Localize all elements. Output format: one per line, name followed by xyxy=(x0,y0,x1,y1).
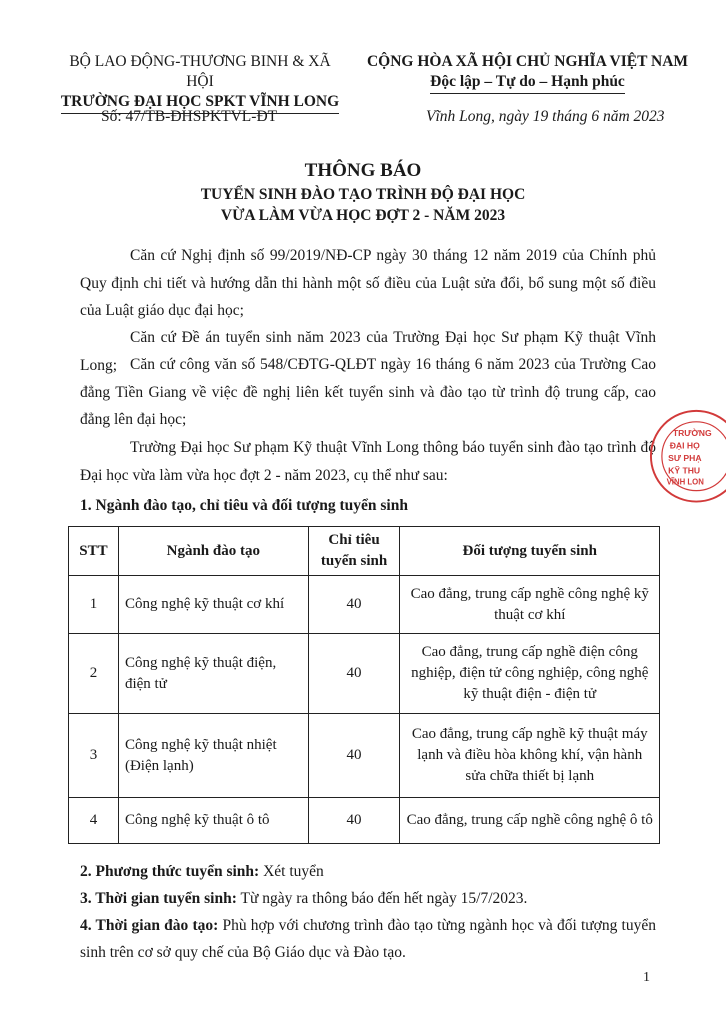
cell-stt: 2 xyxy=(69,634,119,714)
cell-major: Công nghệ kỹ thuật cơ khí xyxy=(118,576,308,634)
national-heading xyxy=(365,52,690,94)
cell-quota: 40 xyxy=(308,634,400,714)
stamp-line: TRƯỜNG xyxy=(672,427,712,438)
section-3 xyxy=(80,885,656,912)
cell-major: Công nghệ kỹ thuật nhiệt (Điện lạnh) xyxy=(118,714,308,798)
section-3-label: 3. Thời gian tuyển sinh: xyxy=(80,890,237,907)
cell-major: Công nghệ kỹ thuật ô tô xyxy=(118,798,308,844)
table-row xyxy=(69,576,660,634)
document-number: Số: 47/TB-ĐHSPKTVL-ĐT xyxy=(101,108,278,125)
table-row xyxy=(69,634,660,714)
cell-quota: 40 xyxy=(308,798,400,844)
cell-quota: 40 xyxy=(308,576,400,634)
cell-target: Cao đẳng, trung cấp nghề công nghệ ô tô xyxy=(400,798,660,844)
header-target: Đối tượng tuyển sinh xyxy=(400,527,660,576)
section-4-label: 4. Thời gian đào tạo: xyxy=(80,917,219,934)
stamp-line: SƯ PHẠ xyxy=(668,452,702,463)
cell-major: Công nghệ kỹ thuật điện, điện tử xyxy=(118,634,308,714)
ministry-name: BỘ LAO ĐỘNG-THƯƠNG BINH & XÃ HỘI xyxy=(69,53,331,90)
table-row xyxy=(69,798,660,844)
cell-target: Cao đẳng, trung cấp nghề điện công nghiệp, điện tử công nghiệp, công nghệ kỹ thuật điện - điện tử xyxy=(400,634,660,714)
notice-title: THÔNG BÁO xyxy=(304,160,422,181)
cell-stt: 3 xyxy=(69,714,119,798)
section-1-heading: 1. Ngành đào tạo, chỉ tiêu và đối tượng tuyển sinh xyxy=(80,497,408,514)
paragraph-official-letter: Căn cứ công văn số 548/CĐTG-QLĐT ngày 16 tháng 6 năm 2023 của Trường Cao đẳng Tiền Giang về việc đề nghị liên kết tuyển sinh và đào tạo từ trình độ trung cấp, cao đẳng lên đại học; xyxy=(80,356,656,428)
section-2-text: Xét tuyển xyxy=(259,863,324,880)
table-row xyxy=(69,714,660,798)
stamp-line: ĐẠI HỌ xyxy=(669,440,700,451)
country-name: CỘNG HÒA XÃ HỘI CHỦ NGHĨA VIỆT NAM xyxy=(366,53,689,70)
notice-subtitle xyxy=(0,184,726,226)
header-quota: Chỉ tiêu tuyển sinh xyxy=(308,527,400,576)
cell-stt: 1 xyxy=(69,576,119,634)
header-major: Ngành đào tạo xyxy=(118,527,308,576)
table-header-row xyxy=(69,527,660,576)
cell-quota: 40 xyxy=(308,714,400,798)
section-4-text: Phù hợp với chương trình đào tạo từng ngành học và đối tượng tuyển sinh trên cơ sở quy chế của Bộ Giáo dục và Đào tạo. xyxy=(80,917,656,961)
subtitle-line-1: TUYỂN SINH ĐÀO TẠO TRÌNH ĐỘ ĐẠI HỌC xyxy=(200,186,526,203)
paragraph-announcement: Trường Đại học Sư phạm Kỹ thuật Vĩnh Long thông báo tuyển sinh đào tạo trình độ Đại học vừa làm vừa học đợt 2 - năm 2023, cụ thể như sau: xyxy=(80,439,656,484)
issuing-authority xyxy=(55,52,345,114)
page-number: 1 xyxy=(643,970,650,985)
section-4 xyxy=(80,912,656,966)
section-3-text: Từ ngày ra thông báo đến hết ngày 15/7/2023. xyxy=(236,890,528,907)
motto: Độc lập – Tự do – Hạnh phúc xyxy=(430,72,625,94)
official-stamp xyxy=(640,392,726,522)
stamp-line: KỸ THU xyxy=(668,465,701,476)
place-date: Vĩnh Long, ngày 19 tháng 6 năm 2023 xyxy=(426,108,665,125)
cell-stt: 4 xyxy=(69,798,119,844)
cell-target: Cao đẳng, trung cấp nghề kỹ thuật máy lạnh và điều hòa không khí, vận hành sửa chữa thiết bị lạnh xyxy=(400,714,660,798)
stamp-line: VĨNH LON xyxy=(666,477,704,487)
paragraph-scheme: Căn cứ Đề án tuyển sinh năm 2023 của Trường Đại học Sư phạm Kỹ thuật Vĩnh Long; xyxy=(80,329,656,374)
school-name: TRƯỜNG ĐẠI HỌC SPKT VĨNH LONG xyxy=(61,92,339,114)
paragraph-decree: Căn cứ Nghị định số 99/2019/NĐ-CP ngày 30 tháng 12 năm 2019 của Chính phủ Quy định chi tiết và hướng dẫn thi hành một số điều của Luật sửa đổi, bổ sung một số điều của Luật giáo dục đại học; xyxy=(80,247,656,319)
admissions-table xyxy=(68,526,660,844)
section-2-label: 2. Phương thức tuyển sinh: xyxy=(80,863,260,880)
header-stt: STT xyxy=(69,527,119,576)
subtitle-line-2: VỪA LÀM VỪA HỌC ĐỢT 2 - NĂM 2023 xyxy=(220,207,506,224)
section-2 xyxy=(80,858,656,885)
cell-target: Cao đẳng, trung cấp nghề công nghệ kỹ thuật cơ khí xyxy=(400,576,660,634)
